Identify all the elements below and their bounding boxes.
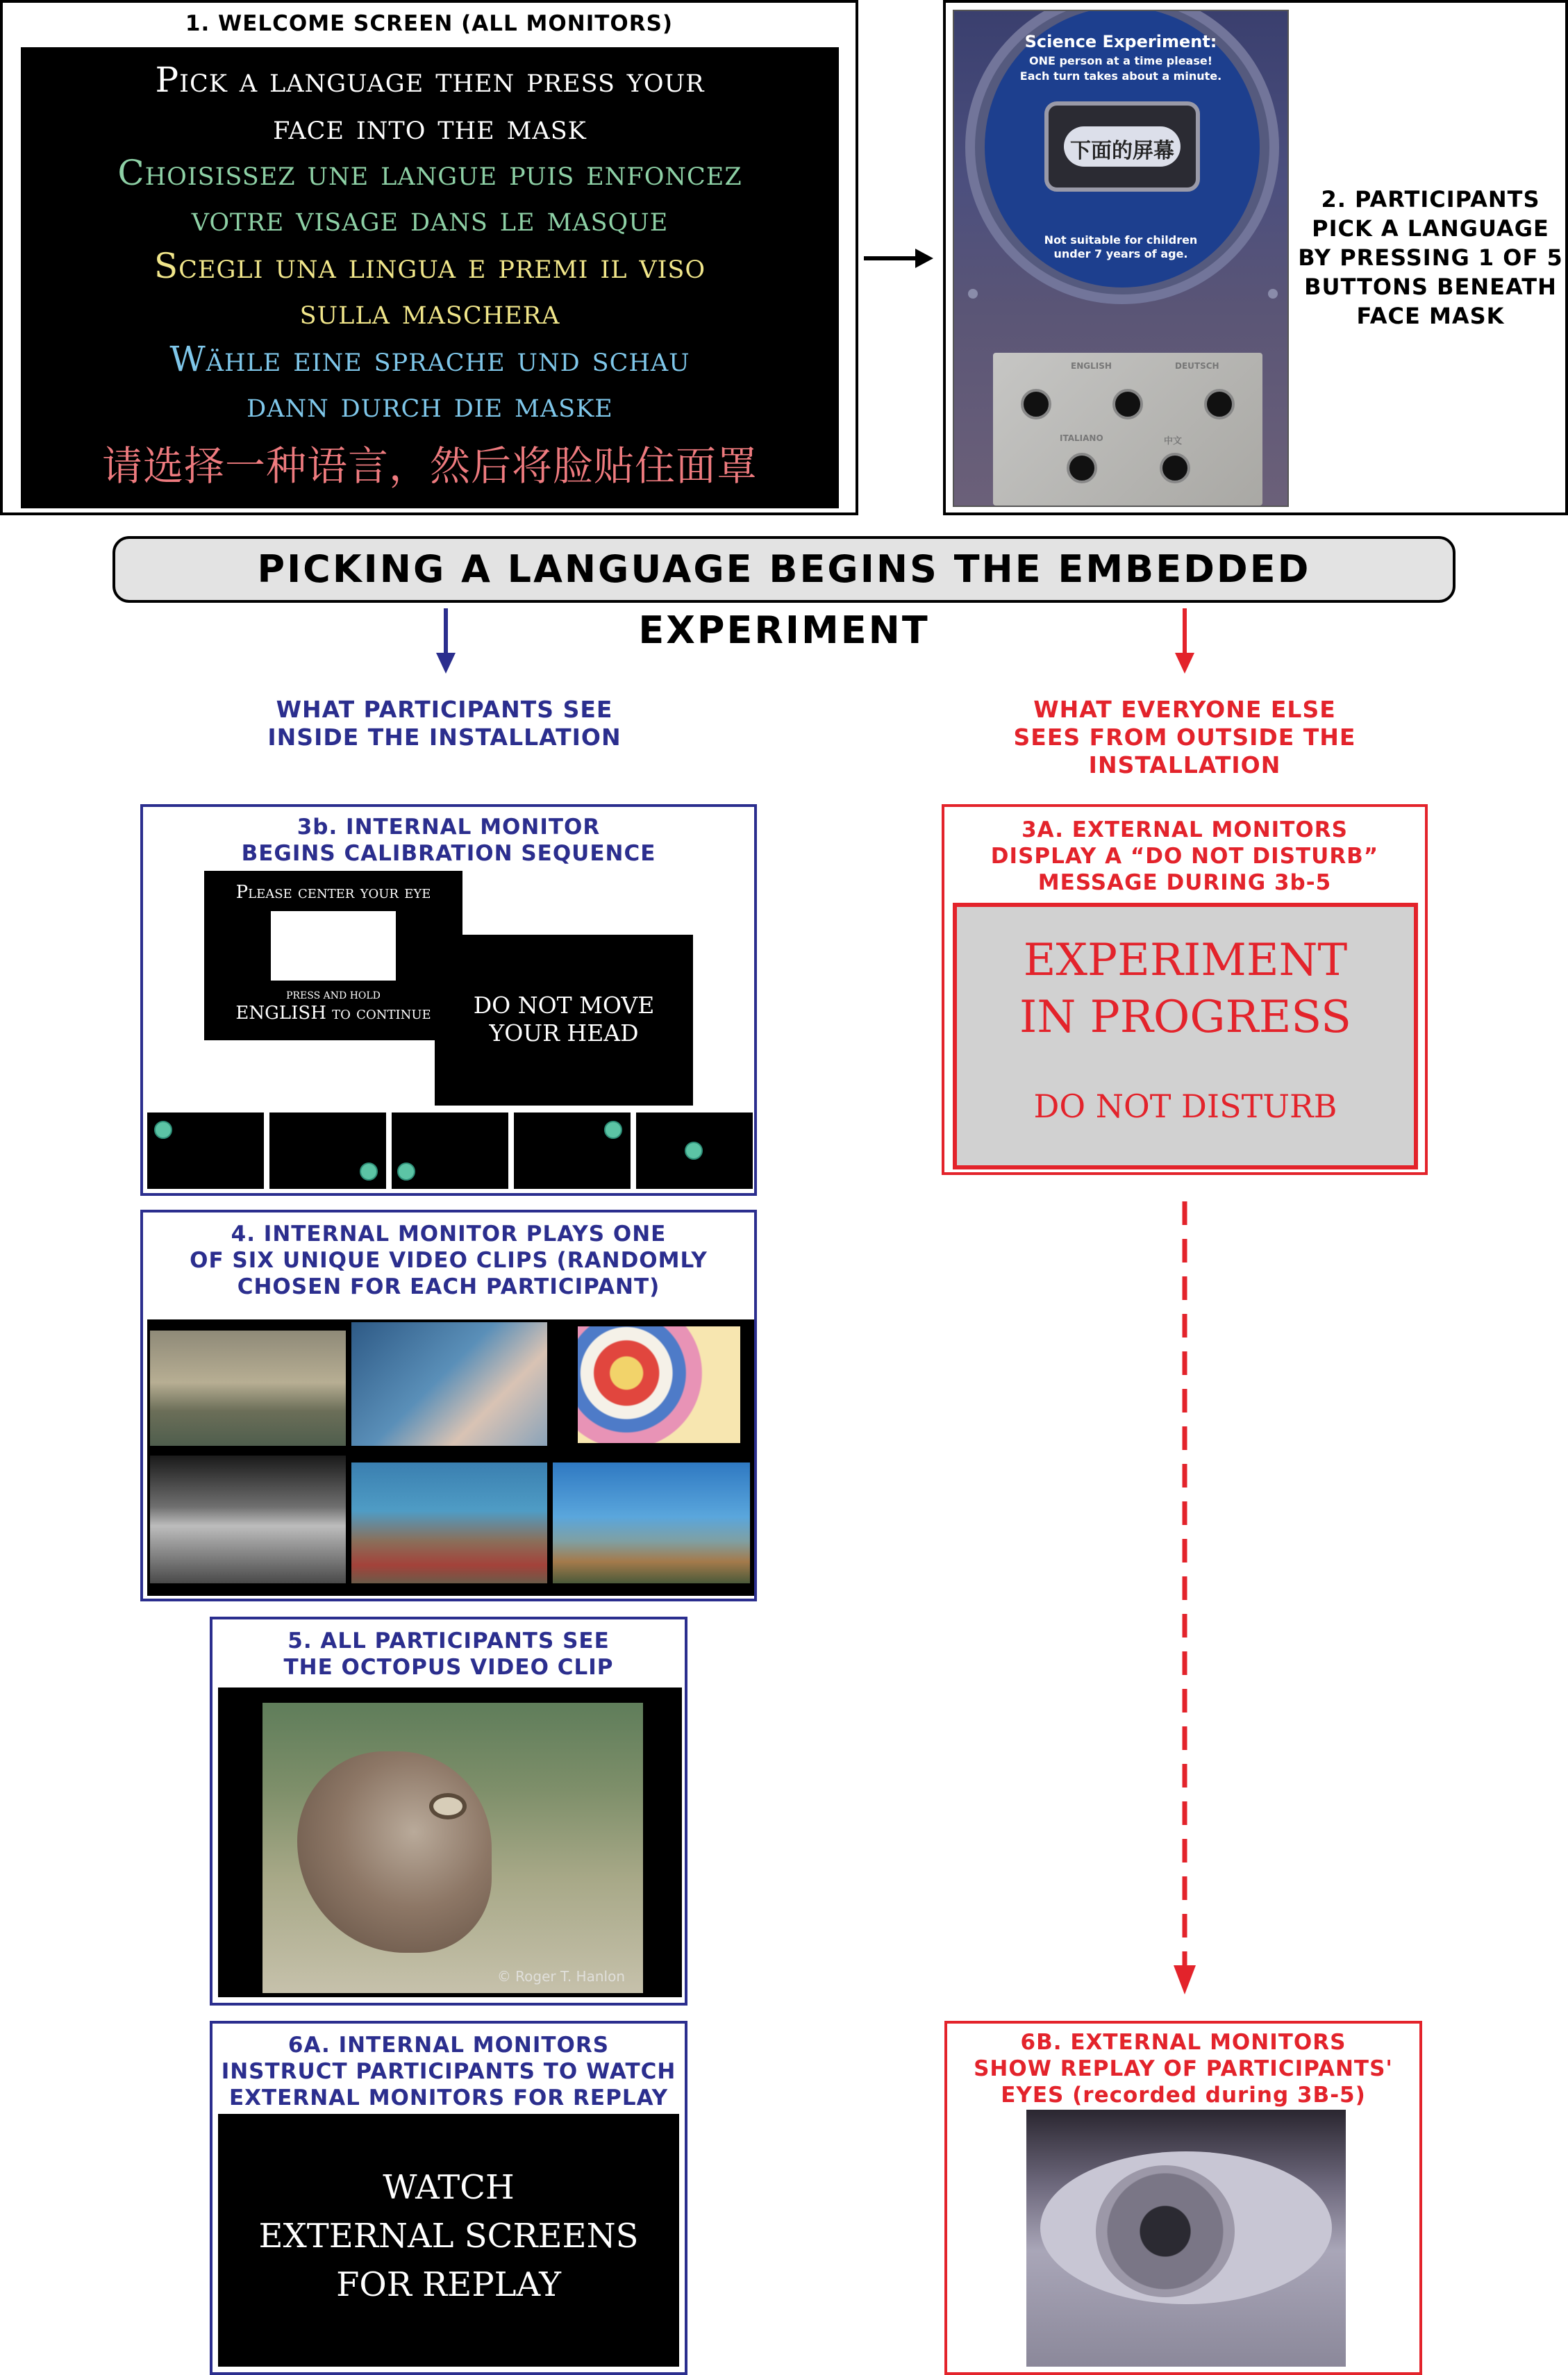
video-clip-seafloor [351,1462,547,1583]
welcome-line-de-1: Wähle eine sprache und schau [169,339,690,379]
button-label-english: ENGLISH [1071,361,1112,371]
panel-6b-label-line: EYES (recorded during 3B-5) [1001,2083,1366,2108]
octopus-video-frame [218,1688,682,1997]
sign-title: Science Experiment: [1024,32,1217,51]
octopus-eye [429,1793,467,1819]
panel-3b-label-line: BEGINS CALIBRATION SEQUENCE [241,841,656,866]
inside-heading-line: WHAT PARTICIPANTS SEE [276,696,613,723]
octopus-video [262,1703,643,1993]
panel-6a-label [212,2032,685,2111]
rivet [968,289,978,299]
button-label-italiano: ITALIANO [1060,433,1103,443]
panel-5-label-line: 5. ALL PARTICIPANTS SEE [287,1628,610,1653]
calibration-dot-frame-1 [147,1112,264,1189]
octopus-body [297,1751,492,1953]
video-clip-lab-tank [150,1456,346,1583]
panel-1-label: 1. WELCOME SCREEN (ALL MONITORS) [185,11,674,36]
calibration-dot-frame-5 [636,1112,753,1189]
panel-6b-label-line: 6B. EXTERNAL MONITORS [1020,2030,1346,2055]
panel-do-not-disturb [942,804,1428,1175]
panel-4-label-line: OF SIX UNIQUE VIDEO CLIPS (RANDOMLY [190,1248,708,1273]
welcome-line-it-1: Scegli una lingua e premi il viso [153,246,706,286]
calibration-dot [360,1162,378,1181]
welcome-line-it-2: sulla maschera [299,292,560,332]
panel-4-label [143,1221,754,1300]
center-eye-sub-2: ENGLISH to continue [235,1003,431,1024]
outside-heading-line: WHAT EVERYONE ELSE [1033,696,1336,723]
language-button-2[interactable] [1112,389,1143,419]
panel-2-label-line: 2. PARTICIPANTS [1321,186,1540,212]
installation-photo [953,10,1289,507]
panel-2-label [1293,185,1568,331]
panel-2-label-line: BUTTONS BENEATH [1304,274,1557,300]
video-clip-flowers [578,1326,740,1443]
button-label-chinese: 中文 [1164,436,1183,447]
welcome-line-en-1: Pick a language then press your [155,60,705,100]
do-not-move-line-2: YOUR HEAD [489,1019,639,1047]
video-clip-hand-feeding [351,1322,547,1446]
calibration-dot-frame-4 [514,1112,631,1189]
outside-heading-line: INSTALLATION [1088,751,1281,778]
panel-octopus-clip [210,1617,687,2006]
calibration-target [271,911,396,981]
welcome-line-de-2: dann durch die maske [247,385,613,425]
arrow-right-icon [861,244,937,272]
rivet [1268,289,1278,299]
panel-6b-label [947,2029,1419,2108]
external-monitor-message [953,903,1418,1169]
outside-heading-line: SEES FROM OUTSIDE THE [1013,724,1356,751]
arrow-down-blue-icon [432,607,460,676]
language-button-4[interactable] [1067,453,1097,483]
panel-3a-label [944,817,1425,896]
panel-video-clips [140,1210,757,1601]
watch-replay-screen [218,2114,679,2367]
panel-4-label-line: 4. INTERNAL MONITOR PLAYS ONE [231,1222,667,1247]
button-label-deutsch: DEUTSCH [1175,361,1219,371]
language-button-5[interactable] [1160,453,1190,483]
panel-watch-replay [210,2021,687,2375]
arrow-down-red-icon [1171,607,1199,676]
inside-heading-line: INSIDE THE INSTALLATION [267,724,622,751]
watch-line-2: EXTERNAL SCREENS [258,2217,639,2256]
panel-3b-label-line: 3b. INTERNAL MONITOR [297,815,601,840]
outside-heading [907,696,1462,779]
calibration-dot-frame-3 [392,1112,508,1189]
panel-welcome-screen [0,0,858,515]
calibration-screen-center-eye [204,871,462,1040]
mask-screen-text: 下面的屏幕 [1070,139,1174,163]
video-clip-bedroom [150,1331,346,1446]
panel-5-label-line: THE OCTOPUS VIDEO CLIP [283,1655,614,1680]
welcome-monitor [21,47,839,508]
sign-line-1: ONE person at a time please! [1028,54,1213,67]
eye-iris [1096,2165,1235,2297]
welcome-line-fr-1: Choisissez une langue puis enfoncez [117,153,742,193]
welcome-line-fr-2: votre visage dans le masque [191,199,669,239]
panel-3a-label-line: MESSAGE DURING 3b-5 [1037,870,1332,895]
panel-6b-label-line: SHOW REPLAY OF PARTICIPANTS' [974,2056,1393,2081]
calibration-dot [685,1142,703,1160]
panel-4-label-line: CHOSEN FOR EACH PARTICIPANT) [237,1274,660,1299]
panel-3a-label-line: DISPLAY A “DO NOT DISTURB” [990,844,1379,869]
panel-eye-replay [944,2021,1422,2375]
sign-warn-2: under 7 years of age. [1053,247,1188,260]
message-line-2: IN PROGRESS [1019,992,1351,1043]
panel-pick-language [943,0,1568,515]
panel-5-label [212,1628,685,1681]
button-plate [993,353,1262,506]
do-not-move-line-1: DO NOT MOVE [473,992,655,1019]
language-button-3[interactable] [1204,389,1235,419]
panel-calibration [140,804,757,1196]
video-grid [147,1319,754,1596]
panel-2-label-line: PICK A LANGUAGE [1312,215,1549,242]
welcome-line-zh: 请选择一种语言，然后将脸贴住面罩 [101,442,758,490]
calibration-screen-do-not-move [435,935,693,1106]
message-line-3: DO NOT DISTURB [1033,1088,1337,1125]
center-eye-sub-1: PRESS AND HOLD [286,990,381,1001]
face-mask [1044,101,1200,192]
language-button-1[interactable] [1021,389,1051,419]
dashed-arrow-down-icon [1171,1199,1199,1999]
inside-heading [167,696,722,751]
calibration-dot [397,1162,415,1181]
sign-warn-1: Not suitable for children [1044,233,1198,247]
calibration-dot [604,1121,622,1139]
calibration-dot [154,1121,172,1139]
panel-2-label-line: FACE MASK [1356,303,1505,329]
panel-3b-label [143,814,754,867]
watch-line-3: FOR REPLAY [336,2265,561,2304]
eye-replay-video [1026,2110,1346,2367]
banner: PICKING A LANGUAGE BEGINS THE EMBEDDED EXPERIMENT [112,536,1456,603]
watch-line-1: WATCH [383,2168,515,2207]
welcome-line-en-2: face into the mask [273,107,587,147]
video-clip-coral-reef [553,1462,750,1583]
center-eye-title: Please center your eye [235,882,431,903]
panel-2-label-line: BY PRESSING 1 OF 5 [1298,244,1563,271]
sign-line-2: Each turn takes about a minute. [1019,69,1222,83]
octopus-video-credit: © Roger T. Hanlon [497,1968,625,1985]
panel-3a-label-line: 3A. EXTERNAL MONITORS [1021,817,1348,842]
message-line-1: EXPERIMENT [1023,935,1348,986]
panel-6a-label-line: 6A. INTERNAL MONITORS [287,2033,610,2058]
calibration-dot-frame-2 [269,1112,386,1189]
panel-6a-label-line: INSTRUCT PARTICIPANTS TO WATCH [221,2059,676,2084]
panel-6a-label-line: EXTERNAL MONITORS FOR REPLAY [228,2085,669,2110]
